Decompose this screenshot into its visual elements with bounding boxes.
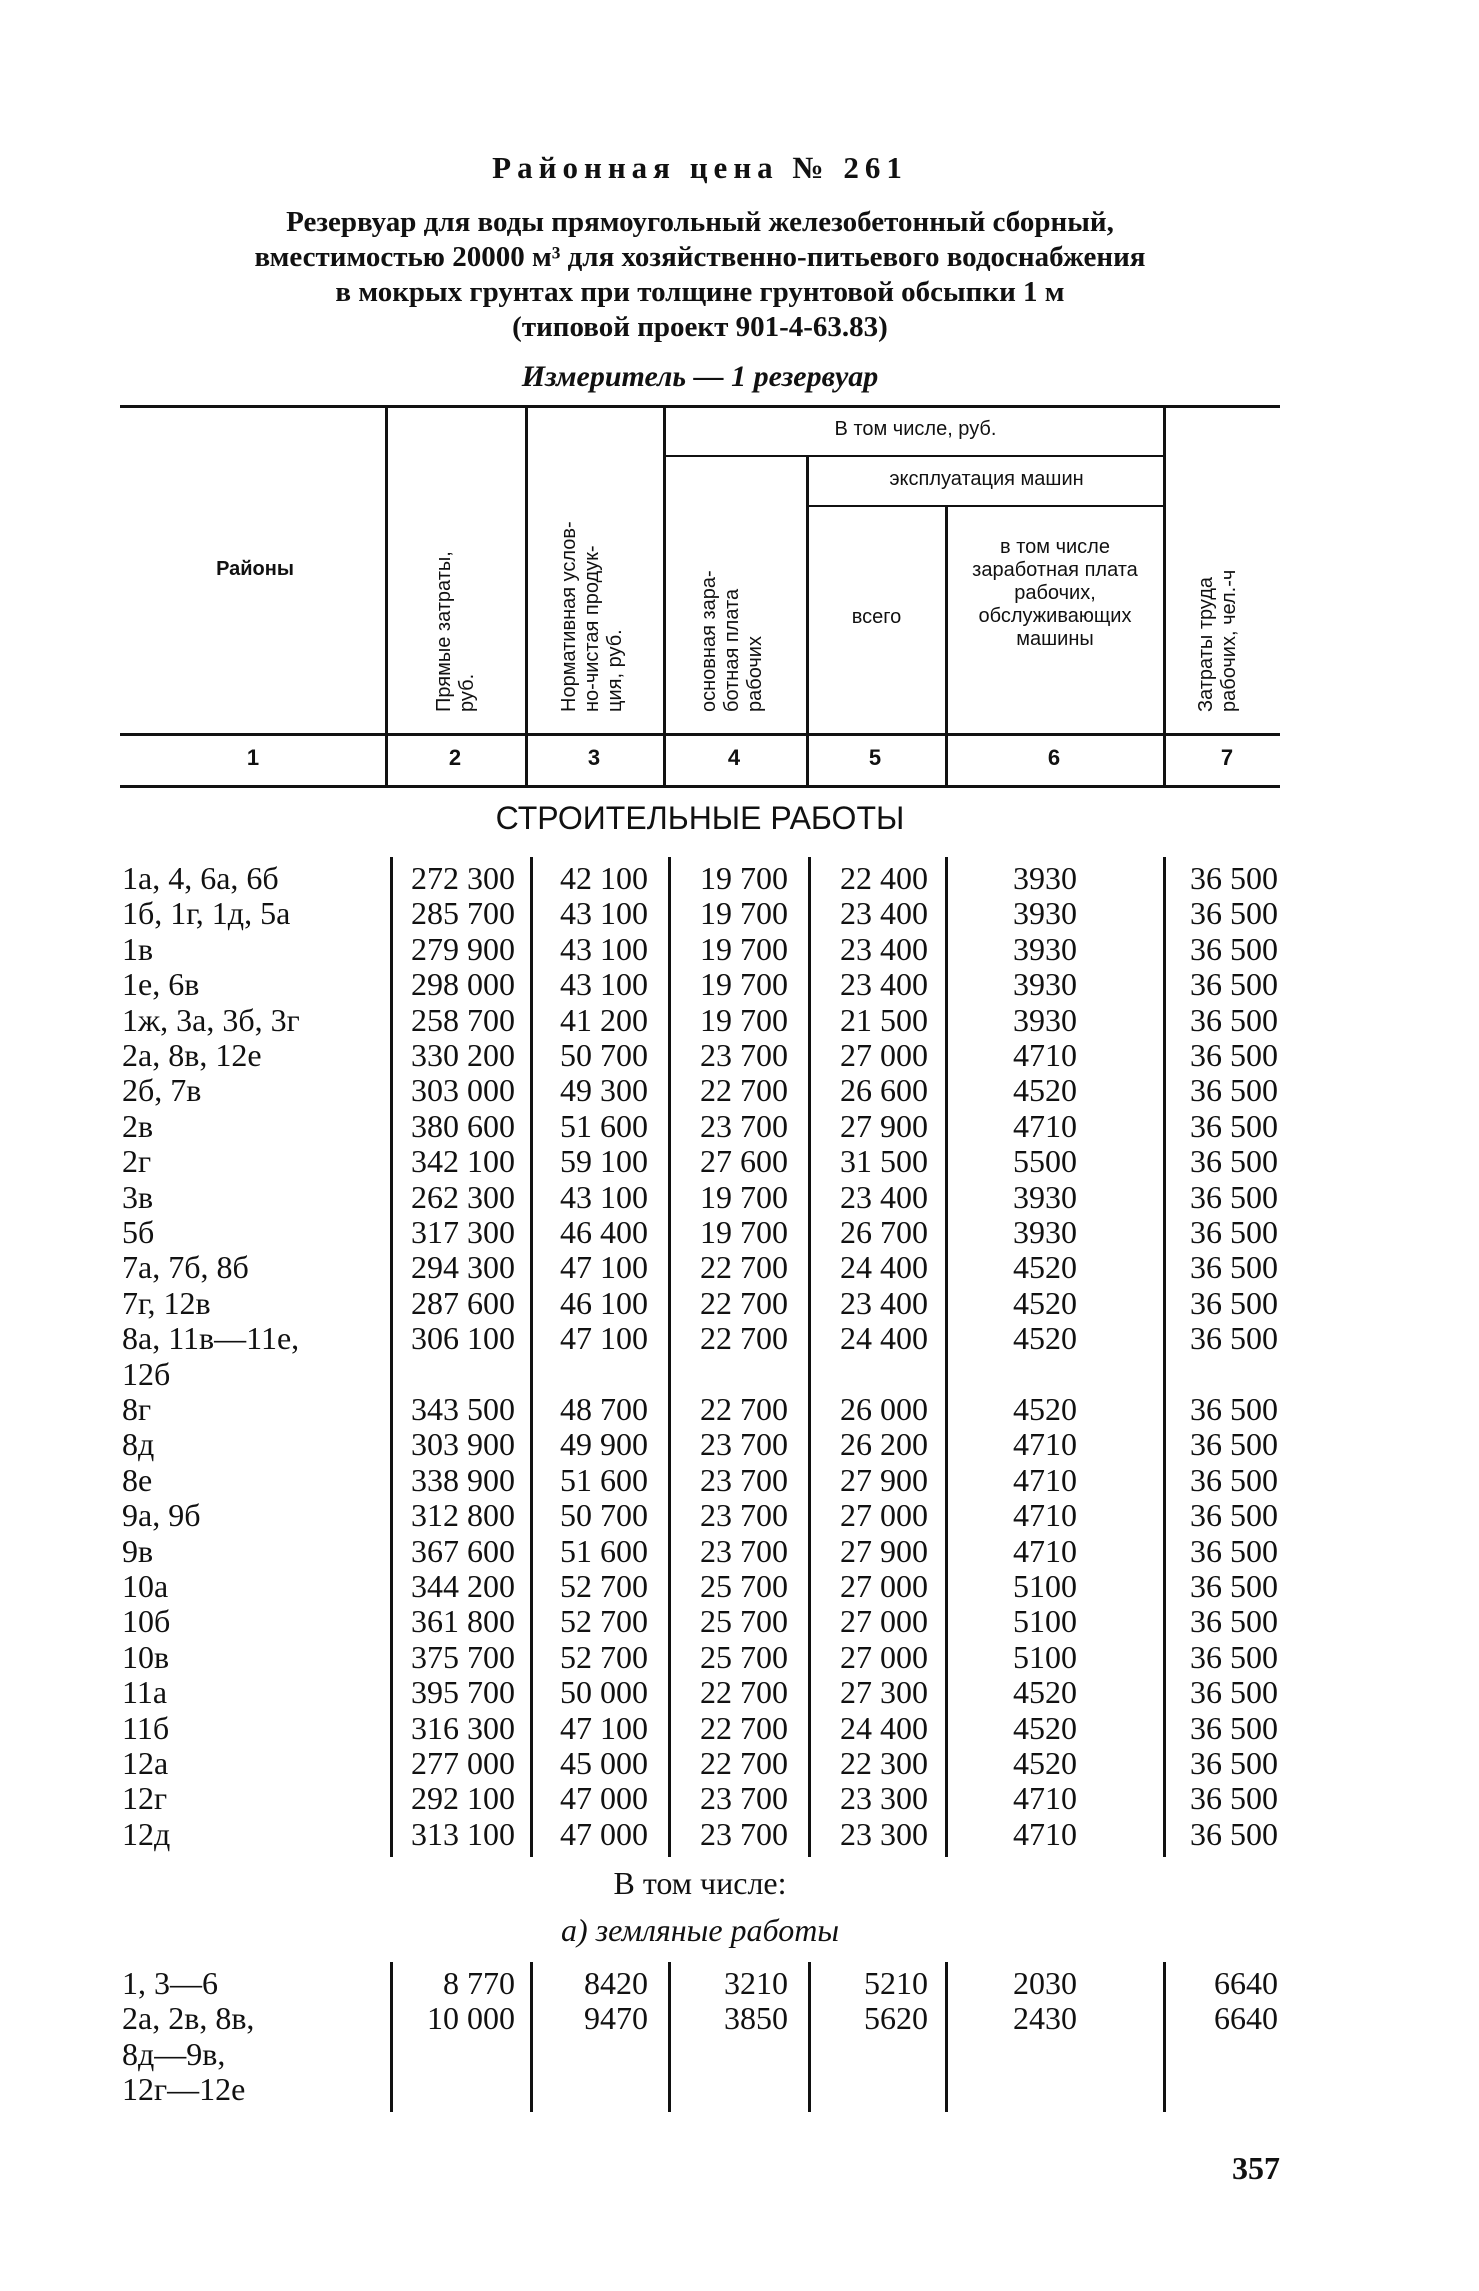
value-cell: 375 700 xyxy=(411,1638,515,1675)
value-cell: 2030 xyxy=(1013,1965,1077,2001)
value-cell: 22 700 xyxy=(700,1709,788,1746)
value-cell: 36 500 xyxy=(1190,1037,1278,1073)
header-machine-wage: в том числе заработная плата рабочих, обслуживающих машины xyxy=(972,536,1138,650)
value-cell: 3930 xyxy=(1013,1178,1077,1215)
value-cell: 303 000 xyxy=(411,1072,515,1109)
district-cell: 10а xyxy=(122,1568,169,1604)
value-cell: 27 000 xyxy=(840,1497,928,1534)
value-cell: 262 300 xyxy=(411,1178,515,1215)
header-total: всего xyxy=(851,606,902,628)
value-cell: 4710 xyxy=(1013,1037,1077,1073)
value-cell: 25 700 xyxy=(700,1638,788,1675)
value-cell: 19 700 xyxy=(700,895,788,932)
price-title: Районная цена № 261 xyxy=(492,150,908,185)
value-cell: 9470 xyxy=(584,2000,648,2037)
district-cell: 11а xyxy=(122,1674,168,1711)
body-divider xyxy=(390,857,393,1857)
value-cell: 4710 xyxy=(1013,1815,1077,1852)
column-divider xyxy=(663,408,666,786)
header-direct-costs: Прямые затраты, руб. xyxy=(433,551,478,712)
value-cell: 36 500 xyxy=(1190,1638,1278,1675)
district-cell: 1, 3—6 xyxy=(122,1965,218,2001)
value-cell: 23 400 xyxy=(840,1178,928,1215)
value-cell: 36 500 xyxy=(1190,860,1278,896)
value-cell: 36 500 xyxy=(1190,1391,1278,1427)
value-cell: 26 700 xyxy=(840,1214,928,1250)
header-districts: Районы xyxy=(216,558,294,580)
district-cell: 8д xyxy=(122,1426,155,1463)
col-number: 1 xyxy=(246,745,260,770)
value-cell: 4710 xyxy=(1013,1461,1077,1498)
value-cell: 4710 xyxy=(1013,1497,1077,1534)
value-cell: 27 900 xyxy=(840,1107,928,1144)
header-bottom-rule xyxy=(120,733,1280,736)
value-cell: 36 500 xyxy=(1190,1001,1278,1038)
value-cell: 317 300 xyxy=(411,1214,515,1250)
value-cell: 5100 xyxy=(1013,1568,1077,1604)
value-cell: 23 700 xyxy=(700,1497,788,1534)
body-divider xyxy=(945,1962,948,2112)
value-cell: 8 770 xyxy=(443,1965,515,2001)
value-cell: 36 500 xyxy=(1190,1320,1278,1357)
value-cell: 19 700 xyxy=(700,860,788,896)
value-cell: 51 600 xyxy=(560,1107,648,1144)
value-cell: 50 700 xyxy=(560,1497,648,1534)
value-cell: 41 200 xyxy=(560,1001,648,1038)
district-cell: 8е xyxy=(122,1461,153,1498)
value-cell: 59 100 xyxy=(560,1143,648,1180)
machines-rule xyxy=(808,505,1163,507)
value-cell: 22 400 xyxy=(840,860,928,896)
value-cell: 3930 xyxy=(1013,930,1077,967)
col-number: 6 xyxy=(1047,745,1061,770)
value-cell: 285 700 xyxy=(411,895,515,932)
column-divider xyxy=(945,507,948,786)
price-subtitle xyxy=(120,205,1280,345)
value-cell: 27 900 xyxy=(840,1461,928,1498)
section-title: СТРОИТЕЛЬНЫЕ РАБОТЫ xyxy=(495,800,905,836)
value-cell: 27 000 xyxy=(840,1037,928,1073)
subtitle-line: (типовой проект 901-4-63.83) xyxy=(512,311,888,343)
value-cell: 4520 xyxy=(1013,1391,1077,1427)
district-cell: 2г xyxy=(122,1143,152,1180)
subtitle-line: вместимостью 20000 м³ для хозяйственно-питьевого водоснабжения xyxy=(254,241,1146,273)
header-base-wage: основная зара- ботная плата рабочих xyxy=(698,570,766,712)
value-cell: 22 700 xyxy=(700,1072,788,1109)
district-cell: 9а, 9б xyxy=(122,1497,201,1534)
district-cell: 1в xyxy=(122,930,154,967)
value-cell: 4520 xyxy=(1013,1709,1077,1746)
value-cell: 36 500 xyxy=(1190,1497,1278,1534)
value-cell: 3930 xyxy=(1013,1001,1077,1038)
value-cell: 36 500 xyxy=(1190,1780,1278,1817)
value-cell: 4520 xyxy=(1013,1745,1077,1781)
value-cell: 22 300 xyxy=(840,1745,928,1781)
value-cell: 50 000 xyxy=(560,1674,648,1711)
measure-label: Измеритель — 1 резервуар xyxy=(521,360,879,393)
value-cell: 26 200 xyxy=(840,1426,928,1463)
value-cell: 43 100 xyxy=(560,930,648,967)
header-labor: Затраты труда рабочих, чел.-ч xyxy=(1195,569,1240,712)
value-cell: 36 500 xyxy=(1190,1072,1278,1109)
col-number: 5 xyxy=(868,745,882,770)
value-cell: 2430 xyxy=(1013,2000,1077,2037)
col-number: 3 xyxy=(587,745,601,770)
value-cell: 23 300 xyxy=(840,1815,928,1852)
value-cell: 47 100 xyxy=(560,1709,648,1746)
value-cell: 52 700 xyxy=(560,1603,648,1640)
value-cell: 5500 xyxy=(1013,1143,1077,1180)
district-cell: 1ж, 3а, 3б, 3г xyxy=(122,1001,300,1038)
district-cell: 1б, 1г, 1д, 5а xyxy=(122,895,291,932)
value-cell: 4520 xyxy=(1013,1320,1077,1357)
value-cell: 48 700 xyxy=(560,1391,648,1427)
col-number: 2 xyxy=(448,745,462,770)
value-cell: 21 500 xyxy=(840,1001,928,1038)
value-cell: 313 100 xyxy=(411,1815,515,1852)
value-cell: 19 700 xyxy=(700,1178,788,1215)
district-cell: 12б xyxy=(122,1355,171,1392)
value-cell: 36 500 xyxy=(1190,1674,1278,1711)
subtitle-line: в мокрых грунтах при толщине грунтовой обсыпки 1 м xyxy=(335,276,1065,308)
value-cell: 23 700 xyxy=(700,1461,788,1498)
district-cell: 1а, 4, 6а, 6б xyxy=(122,860,279,896)
value-cell: 22 700 xyxy=(700,1284,788,1321)
value-cell: 8420 xyxy=(584,1965,648,2001)
value-cell: 6640 xyxy=(1214,2000,1278,2037)
value-cell: 36 500 xyxy=(1190,1143,1278,1180)
value-cell: 47 000 xyxy=(560,1815,648,1852)
value-cell: 23 700 xyxy=(700,1532,788,1569)
value-cell: 27 000 xyxy=(840,1568,928,1604)
value-cell: 46 400 xyxy=(560,1214,648,1250)
value-cell: 36 500 xyxy=(1190,1249,1278,1286)
subsection-title: а) земляные работы xyxy=(561,1912,839,1948)
district-cell: 2а, 2в, 8в, xyxy=(122,2000,255,2037)
value-cell: 36 500 xyxy=(1190,1745,1278,1781)
district-cell: 12а xyxy=(122,1745,169,1781)
value-cell: 303 900 xyxy=(411,1426,515,1463)
value-cell: 45 000 xyxy=(560,1745,648,1781)
value-cell: 4520 xyxy=(1013,1249,1077,1286)
value-cell: 36 500 xyxy=(1190,1107,1278,1144)
colnum-bottom-rule xyxy=(120,785,1280,788)
value-cell: 4710 xyxy=(1013,1426,1077,1463)
value-cell: 52 700 xyxy=(560,1568,648,1604)
district-cell: 7а, 7б, 8б xyxy=(122,1249,249,1286)
value-cell: 5100 xyxy=(1013,1638,1077,1675)
body-divider xyxy=(1163,1962,1166,2112)
value-cell: 36 500 xyxy=(1190,1709,1278,1746)
value-cell: 330 200 xyxy=(411,1037,515,1073)
district-cell: 8г xyxy=(122,1391,152,1427)
value-cell: 25 700 xyxy=(700,1603,788,1640)
subtitle-line: Резервуар для воды прямоугольный железобетонный сборный, xyxy=(286,206,1114,238)
district-cell: 12г xyxy=(122,1780,168,1817)
district-cell: 10б xyxy=(122,1603,171,1640)
value-cell: 292 100 xyxy=(411,1780,515,1817)
including-rule xyxy=(665,455,1163,457)
header-including: В том числе, руб. xyxy=(834,418,997,440)
value-cell: 36 500 xyxy=(1190,1214,1278,1250)
value-cell: 47 000 xyxy=(560,1780,648,1817)
value-cell: 27 000 xyxy=(840,1603,928,1640)
column-divider xyxy=(385,408,388,786)
value-cell: 3930 xyxy=(1013,966,1077,1003)
value-cell: 287 600 xyxy=(411,1284,515,1321)
value-cell: 43 100 xyxy=(560,966,648,1003)
value-cell: 36 500 xyxy=(1190,1178,1278,1215)
value-cell: 25 700 xyxy=(700,1568,788,1604)
value-cell: 306 100 xyxy=(411,1320,515,1357)
value-cell: 361 800 xyxy=(411,1603,515,1640)
value-cell: 36 500 xyxy=(1190,1603,1278,1640)
value-cell: 23 700 xyxy=(700,1426,788,1463)
body-divider xyxy=(1163,857,1166,1857)
value-cell: 24 400 xyxy=(840,1709,928,1746)
value-cell: 26 000 xyxy=(840,1391,928,1427)
value-cell: 22 700 xyxy=(700,1391,788,1427)
value-cell: 43 100 xyxy=(560,1178,648,1215)
value-cell: 338 900 xyxy=(411,1461,515,1498)
value-cell: 51 600 xyxy=(560,1461,648,1498)
value-cell: 43 100 xyxy=(560,895,648,932)
value-cell: 4710 xyxy=(1013,1107,1077,1144)
value-cell: 36 500 xyxy=(1190,1284,1278,1321)
value-cell: 47 100 xyxy=(560,1320,648,1357)
district-cell: 10в xyxy=(122,1638,170,1675)
value-cell: 51 600 xyxy=(560,1532,648,1569)
body-divider xyxy=(945,857,948,1857)
district-cell: 7г, 12в xyxy=(122,1284,211,1321)
value-cell: 23 400 xyxy=(840,966,928,1003)
value-cell: 27 600 xyxy=(700,1143,788,1180)
district-cell: 2в xyxy=(122,1107,154,1144)
header-machine-ops: эксплуатация машин xyxy=(889,468,1084,490)
value-cell: 36 500 xyxy=(1190,930,1278,967)
value-cell: 36 500 xyxy=(1190,895,1278,932)
district-cell: 2а, 8в, 12е xyxy=(122,1037,262,1073)
value-cell: 19 700 xyxy=(700,930,788,967)
col-number: 7 xyxy=(1220,745,1234,770)
value-cell: 27 000 xyxy=(840,1638,928,1675)
district-cell: 1е, 6в xyxy=(122,966,200,1003)
table-top-rule xyxy=(120,405,1280,408)
value-cell: 312 800 xyxy=(411,1497,515,1534)
value-cell: 316 300 xyxy=(411,1709,515,1746)
value-cell: 3930 xyxy=(1013,895,1077,932)
district-cell: 8д—9в, xyxy=(122,2035,226,2072)
col-number: 4 xyxy=(727,745,741,770)
value-cell: 5100 xyxy=(1013,1603,1077,1640)
value-cell: 258 700 xyxy=(411,1001,515,1038)
value-cell: 23 700 xyxy=(700,1107,788,1144)
district-cell: 9в xyxy=(122,1532,154,1569)
value-cell: 23 300 xyxy=(840,1780,928,1817)
value-cell: 42 100 xyxy=(560,860,648,896)
value-cell: 4710 xyxy=(1013,1532,1077,1569)
district-cell: 2б, 7в xyxy=(122,1072,202,1109)
district-cell: 12д xyxy=(122,1815,171,1852)
value-cell: 36 500 xyxy=(1190,1426,1278,1463)
value-cell: 27 300 xyxy=(840,1674,928,1711)
value-cell: 36 500 xyxy=(1190,1568,1278,1604)
column-divider xyxy=(1163,408,1166,786)
value-cell: 49 900 xyxy=(560,1426,648,1463)
value-cell: 3930 xyxy=(1013,1214,1077,1250)
value-cell: 272 300 xyxy=(411,860,515,896)
value-cell: 395 700 xyxy=(411,1674,515,1711)
district-cell: 12г—12е xyxy=(122,2071,246,2108)
value-cell: 294 300 xyxy=(411,1249,515,1286)
value-cell: 344 200 xyxy=(411,1568,515,1604)
value-cell: 27 900 xyxy=(840,1532,928,1569)
value-cell: 23 400 xyxy=(840,895,928,932)
value-cell: 298 000 xyxy=(411,966,515,1003)
district-cell: 3в xyxy=(122,1178,154,1215)
value-cell: 367 600 xyxy=(411,1532,515,1569)
value-cell: 4520 xyxy=(1013,1072,1077,1109)
value-cell: 50 700 xyxy=(560,1037,648,1073)
value-cell: 23 400 xyxy=(840,930,928,967)
value-cell: 10 000 xyxy=(427,2000,515,2037)
value-cell: 342 100 xyxy=(411,1143,515,1180)
page-number: 357 xyxy=(1232,2150,1280,2186)
value-cell: 23 700 xyxy=(700,1815,788,1852)
column-divider xyxy=(806,457,809,786)
value-cell: 36 500 xyxy=(1190,1532,1278,1569)
value-cell: 23 700 xyxy=(700,1780,788,1817)
value-cell: 4520 xyxy=(1013,1284,1077,1321)
value-cell: 3210 xyxy=(724,1965,788,2001)
value-cell: 19 700 xyxy=(700,966,788,1003)
district-cell: 8а, 11в—11е, xyxy=(122,1320,300,1357)
value-cell: 5210 xyxy=(864,1965,928,2001)
value-cell: 3850 xyxy=(724,2000,788,2037)
value-cell: 46 100 xyxy=(560,1284,648,1321)
value-cell: 31 500 xyxy=(840,1143,928,1180)
including-label: В том числе: xyxy=(613,1865,787,1901)
value-cell: 22 700 xyxy=(700,1674,788,1711)
value-cell: 19 700 xyxy=(700,1001,788,1038)
value-cell: 22 700 xyxy=(700,1249,788,1286)
value-cell: 24 400 xyxy=(840,1249,928,1286)
value-cell: 279 900 xyxy=(411,930,515,967)
value-cell: 26 600 xyxy=(840,1072,928,1109)
value-cell: 52 700 xyxy=(560,1638,648,1675)
value-cell: 22 700 xyxy=(700,1745,788,1781)
value-cell: 24 400 xyxy=(840,1320,928,1357)
value-cell: 380 600 xyxy=(411,1107,515,1144)
header-normative: Нормативная услов- но-чистая продук- ция, руб. xyxy=(558,521,626,712)
value-cell: 343 500 xyxy=(411,1391,515,1427)
value-cell: 4520 xyxy=(1013,1674,1077,1711)
district-cell: 5б xyxy=(122,1214,155,1250)
value-cell: 49 300 xyxy=(560,1072,648,1109)
value-cell: 4710 xyxy=(1013,1780,1077,1817)
value-cell: 23 700 xyxy=(700,1037,788,1073)
value-cell: 23 400 xyxy=(840,1284,928,1321)
value-cell: 19 700 xyxy=(700,1214,788,1250)
value-cell: 22 700 xyxy=(700,1320,788,1357)
body-divider xyxy=(390,1962,393,2112)
column-divider xyxy=(525,408,528,786)
value-cell: 3930 xyxy=(1013,860,1077,896)
value-cell: 277 000 xyxy=(411,1745,515,1781)
district-cell: 11б xyxy=(122,1709,170,1746)
value-cell: 36 500 xyxy=(1190,966,1278,1003)
value-cell: 6640 xyxy=(1214,1965,1278,2001)
value-cell: 47 100 xyxy=(560,1249,648,1286)
value-cell: 5620 xyxy=(864,2000,928,2037)
value-cell: 36 500 xyxy=(1190,1815,1278,1852)
value-cell: 36 500 xyxy=(1190,1461,1278,1498)
